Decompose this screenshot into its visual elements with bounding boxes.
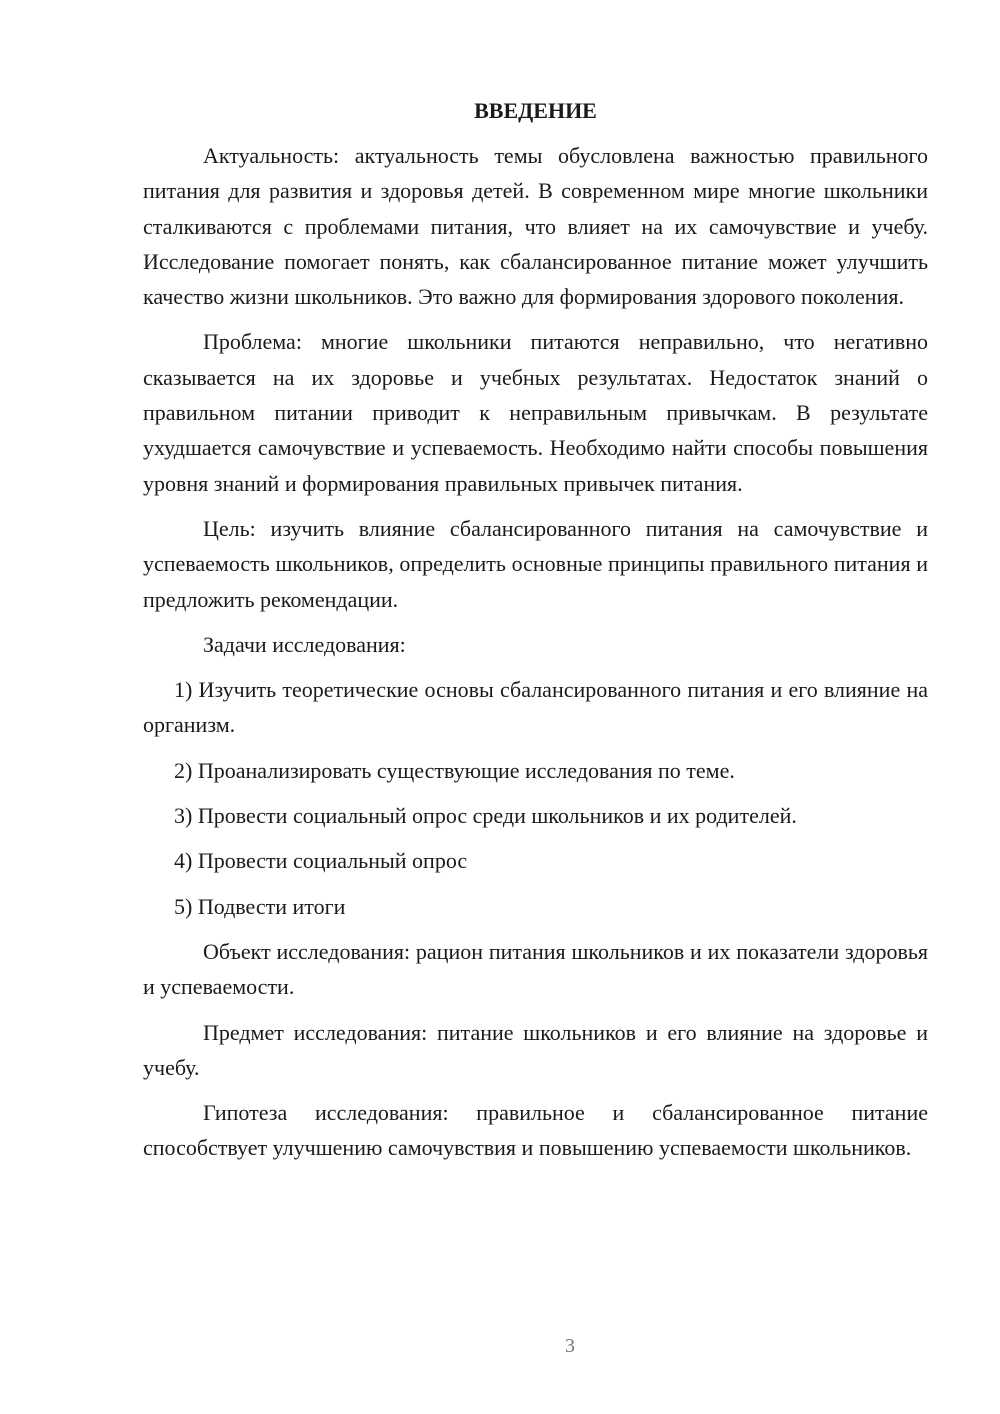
- problem-paragraph: Проблема: многие школьники питаются неправильно, что негативно сказывается на их здоровье и учебных результатах. Недостаток знаний о правильном питании приводит к неправильным привычкам. В результате ухудшается самочувствие и успеваемость. Необходимо найти способы повышения уровня знаний и формирования правильных привычек питания.: [143, 329, 928, 496]
- page-title: ВВЕДЕНИЕ: [474, 98, 597, 123]
- task-item: 3) Провести социальный опрос среди школьников и их родителей.: [174, 803, 797, 829]
- tasks-heading: Задачи исследования:: [203, 631, 406, 657]
- task-item: 4) Провести социальный опрос: [174, 848, 468, 874]
- object-paragraph: Объект исследования: рацион питания школьников и их показатели здоровья и успеваемости.: [143, 938, 928, 1000]
- goal-paragraph: Цель: изучить влияние сбалансированного питания на самочувствие и успеваемость школьников, определить основные принципы правильного питания и предложить рекомендации.: [143, 515, 928, 612]
- page-number: 3: [565, 1335, 575, 1357]
- page-content: [143, 95, 928, 1176]
- task-item: 1) Изучить теоретические основы сбалансированного питания и его влияние на организм.: [143, 677, 928, 738]
- hypothesis-paragraph: Гипотеза исследования: правильное и сбалансированное питание способствует улучшению самочувствия и повышению успеваемости школьников.: [143, 1100, 928, 1161]
- subject-paragraph: Предмет исследования: питание школьников и его влияние на здоровье и учебу.: [143, 1019, 928, 1080]
- relevance-paragraph: Актуальность: актуальность темы обусловлена важностью правильного питания для развития и здоровья детей. В современном мире многие школьники сталкиваются с проблемами питания, что влияет на их самочувствие и учебу. Исследование помогает понять, как сбалансированное питание может улучшить качество жизни школьников. Это важно для формирования здорового поколения.: [143, 143, 928, 310]
- task-item: 2) Проанализировать существующие исследования по теме.: [174, 757, 735, 783]
- task-item: 5) Подвести итоги: [174, 893, 346, 919]
